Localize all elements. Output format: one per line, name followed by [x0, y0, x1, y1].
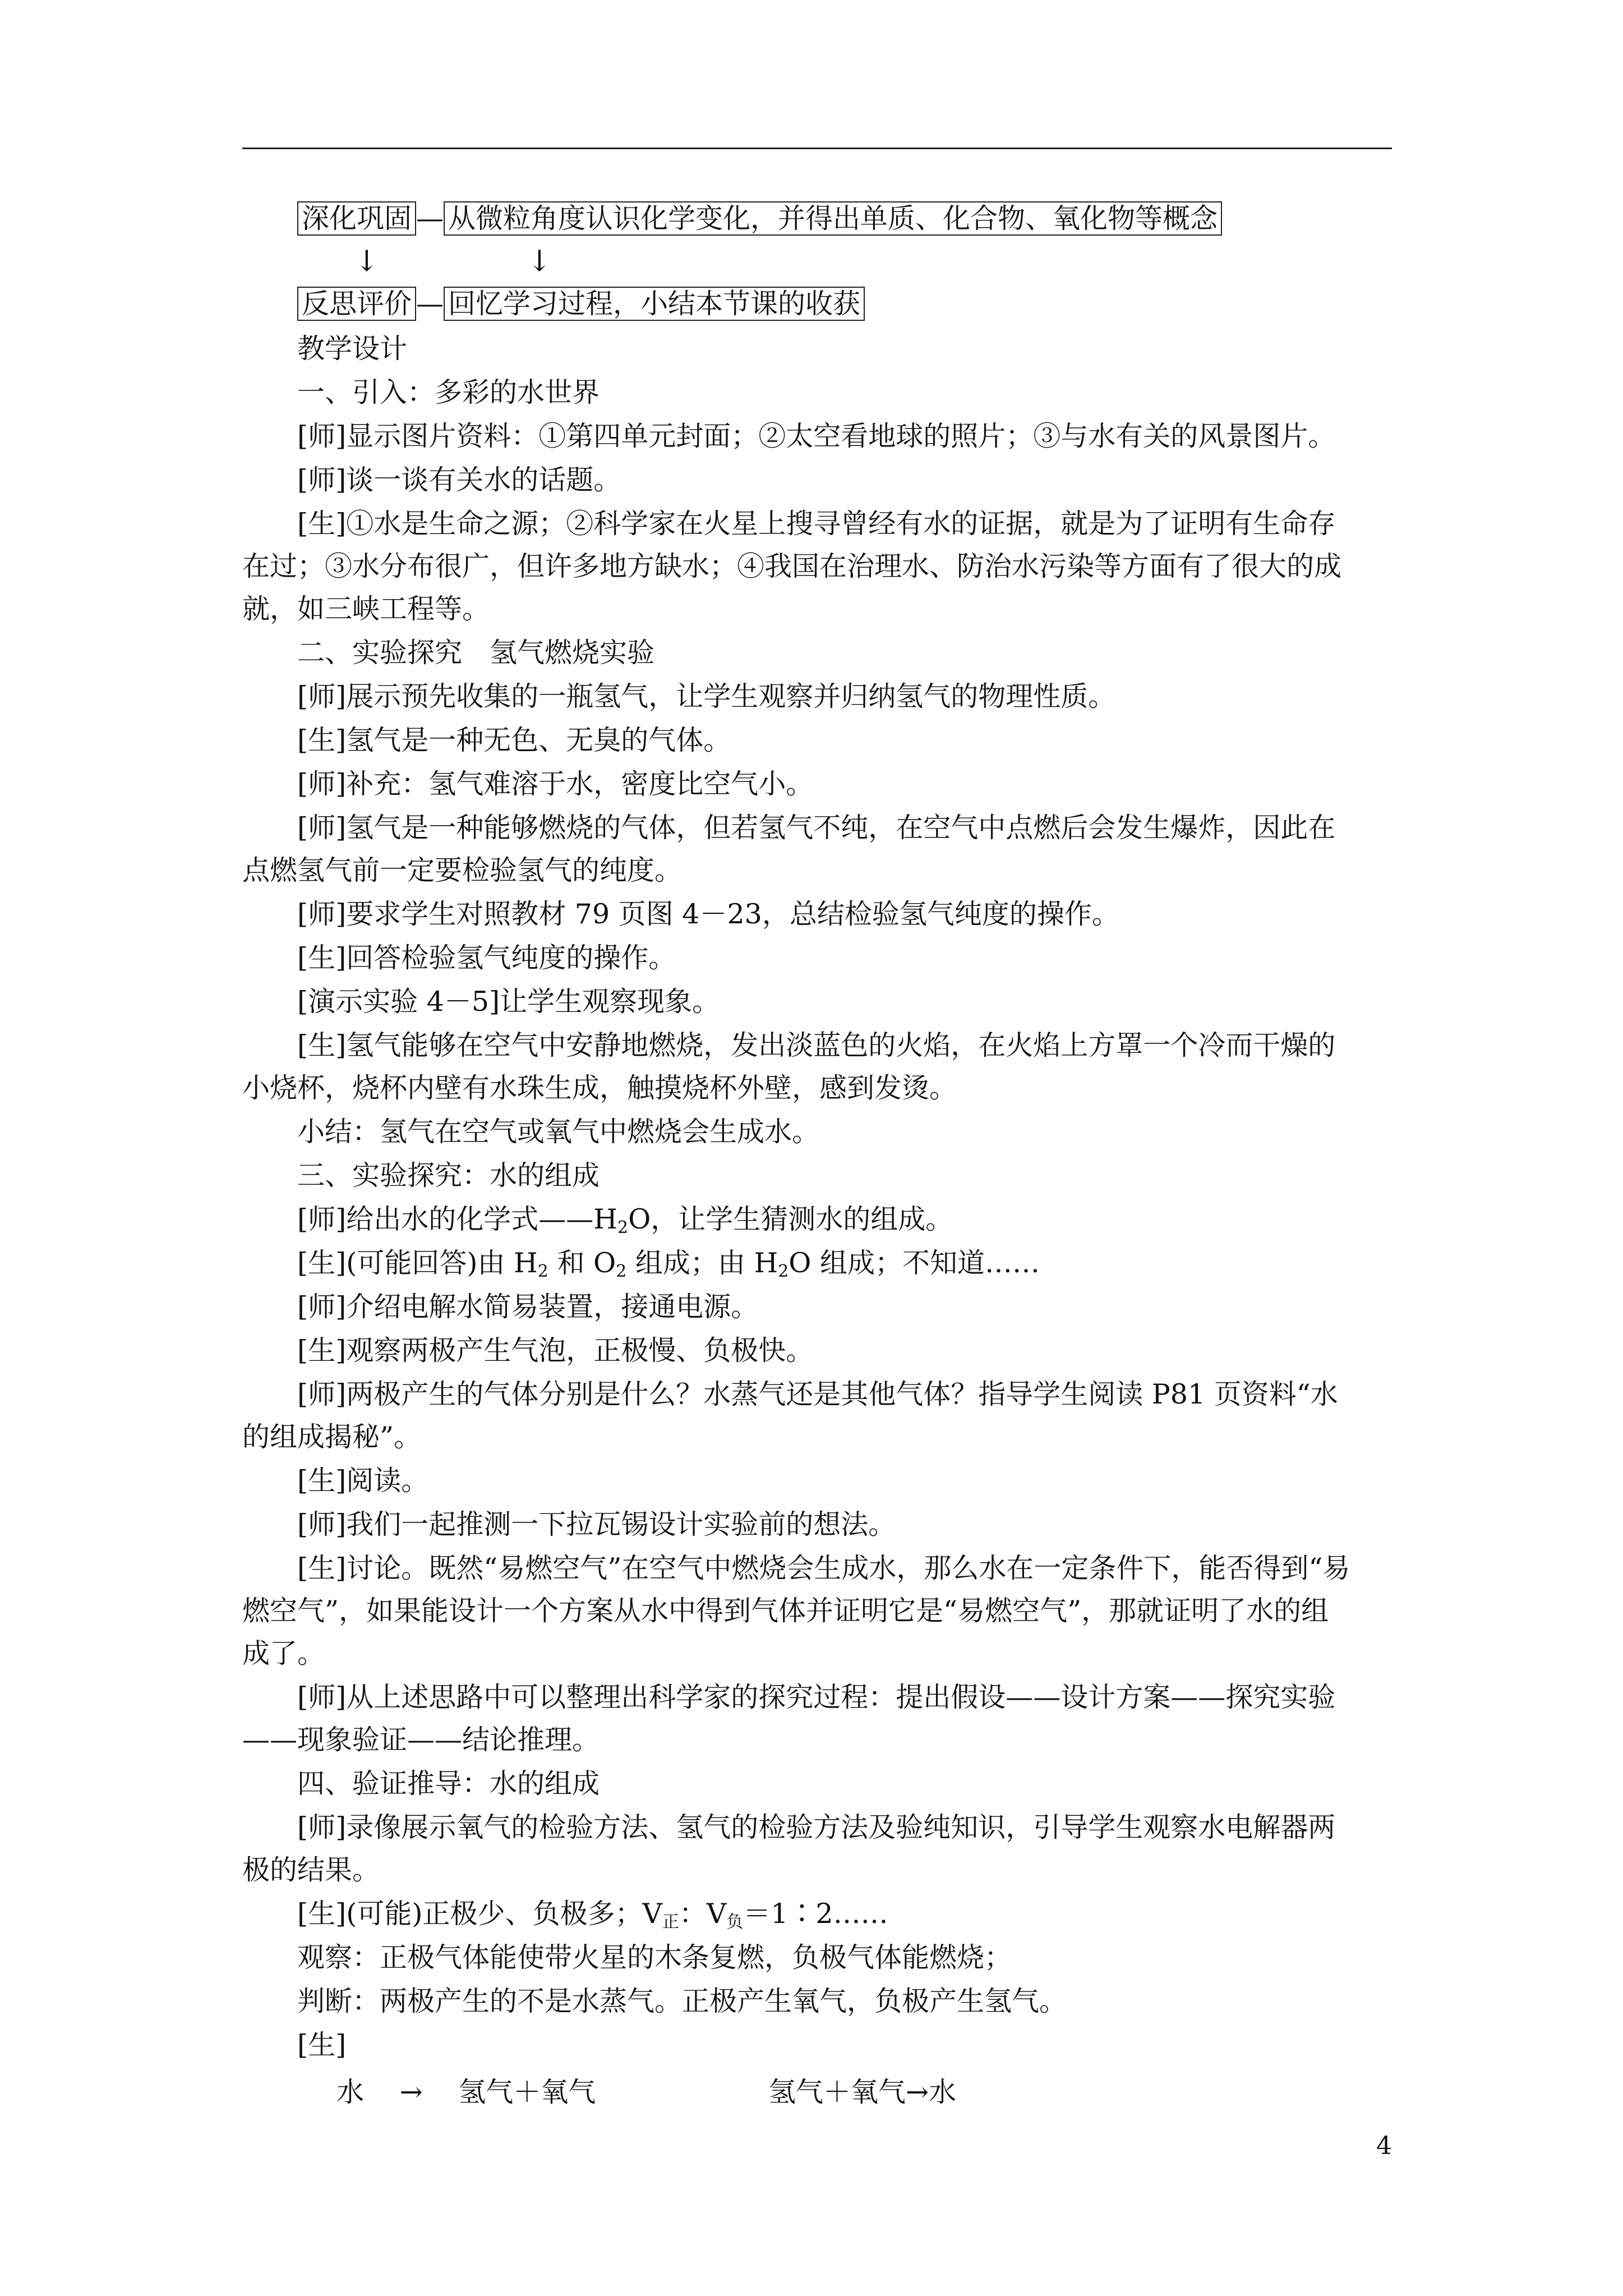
section-heading-2: 二、实验探究 氢气燃烧实验 [297, 637, 655, 669]
equation-synthesis: 氢气＋氧气→水 [768, 2076, 957, 2108]
flow-down-arrow-right: ↓ [527, 245, 552, 278]
text-line: [演示实验 4－5]让学生观察现象。 [297, 986, 720, 1018]
text-line: 小烧杯，烧杯内壁有水珠生成，触摸烧杯外壁，感到发烫。 [242, 1072, 957, 1104]
header-rule [242, 148, 1392, 149]
section-heading-3: 三、实验探究：水的组成 [297, 1159, 600, 1191]
flow-row-2 [297, 287, 865, 321]
flow-separator: — [416, 203, 444, 234]
equation-reactant: 水 [336, 2076, 365, 2108]
section-heading-1: 一、引入：多彩的水世界 [297, 376, 600, 408]
flow-box-reflect: 反思评价 [297, 287, 416, 321]
heading-teaching-design: 教学设计 [297, 333, 408, 365]
text-line: [师]给出水的化学式$——H_2O$，让学生猜测水的组成。 [297, 1203, 953, 1237]
text-line: [生](可能)正极少、负极多；$V_正$：$V_负=1∶2\dots\dots$ [297, 1898, 888, 1932]
text-line: [师]录像展示氧气的检验方法、氢气的检验方法及验纯知识，引导学生观察水电解器两 [297, 1811, 1336, 1843]
flow-separator: — [416, 288, 444, 320]
text-line: [师]两极产生的气体分别是什么？水蒸气还是其他气体？指导学生阅读 P81 页资料“水 [297, 1378, 1338, 1410]
text-line: [生] [297, 2029, 347, 2061]
text-line: [师]氢气是一种能够燃烧的气体，但若氢气不纯，在空气中点燃后会发生爆炸，因此在 [297, 812, 1336, 844]
text-line: [生]阅读。 [297, 1465, 429, 1497]
text-line: 成了。 [242, 1637, 325, 1669]
reaction-arrow: → [399, 2076, 423, 2108]
flow-box-deepen-desc: 从微粒角度认识化学变化，并得出单质、化合物、氧化物等概念 [444, 201, 1222, 236]
flow-box-deepen: 深化巩固 [297, 201, 416, 236]
text-line: [生](可能回答)由 $H_2$ 和 $O_2$ 组成；由 $H_2O$ 组成；不知道…… [297, 1247, 1040, 1281]
text-line: [师]要求学生对照教材 79 页图 4－23，总结检验氢气纯度的操作。 [297, 898, 1119, 930]
text-line: [生]讨论。既然“易燃空气”在空气中燃烧会生成水，那么水在一定条件下，能否得到“易 [297, 1552, 1350, 1584]
text-line: 极的结果。 [242, 1854, 380, 1886]
section-heading-4: 四、验证推导：水的组成 [297, 1768, 600, 1800]
text-line: [生]回答检验氢气纯度的操作。 [297, 942, 676, 974]
text-line: 就，如三峡工程等。 [242, 593, 490, 625]
text-line: 点燃氢气前一定要检验氢气的纯度。 [242, 854, 683, 886]
text-line: ——现象验证——结论推理。 [242, 1724, 600, 1756]
flow-row-1 [297, 202, 1222, 236]
equation-decomposition [336, 2076, 596, 2109]
flow-box-reflect-desc: 回忆学习过程，小结本节课的收获 [444, 287, 865, 321]
text-line: [师]展示预先收集的一瓶氢气，让学生观察并归纳氢气的物理性质。 [297, 680, 1116, 712]
text-line: [生]①水是生命之源；②科学家在火星上搜寻曾经有水的证据，就是为了证明有生命存 [297, 508, 1336, 540]
text-line: 的组成揭秘”。 [242, 1421, 422, 1453]
text-line: [师]补充：氢气难溶于水，密度比空气小。 [297, 768, 814, 800]
text-line: 燃空气”，如果能设计一个方案从水中得到气体并证明它是“易燃空气”，那就证明了水的组 [242, 1595, 1329, 1627]
text-line: [师]从上述思路中可以整理出科学家的探究过程：提出假设——设计方案——探究实验 [297, 1681, 1336, 1713]
text-line: [师]谈一谈有关水的话题。 [297, 464, 621, 496]
page-number: 4 [1376, 2132, 1392, 2160]
flow-down-arrow-left: ↓ [354, 245, 379, 278]
text-line: [师]介绍电解水简易装置，接通电源。 [297, 1291, 759, 1323]
text-line: 观察：正极气体能使带火星的木条复燃，负极气体能燃烧； [297, 1941, 1012, 1973]
text-line: [生]氢气是一种无色、无臭的气体。 [297, 724, 731, 756]
text-line: 小结：氢气在空气或氧气中燃烧会生成水。 [297, 1116, 820, 1148]
text-line: [生]观察两极产生气泡，正极慢、负极快。 [297, 1335, 814, 1366]
equation-products: 氢气＋氧气 [458, 2076, 596, 2108]
text-line: [生]氢气能够在空气中安静地燃烧，发出淡蓝色的火焰，在火焰上方罩一个冷而干燥的 [297, 1029, 1336, 1061]
text-line: 判断：两极产生的不是水蒸气。正极产生氧气，负极产生氢气。 [297, 1985, 1067, 2017]
text-line: 在过；③水分布很广，但许多地方缺水；④我国在治理水、防治水污染等方面有了很大的成 [242, 550, 1342, 582]
text-line: [师]我们一起推测一下拉瓦锡设计实验前的想法。 [297, 1508, 896, 1540]
text-line: [师]显示图片资料：①第四单元封面；②太空看地球的照片；③与水有关的风景图片。 [297, 420, 1336, 452]
